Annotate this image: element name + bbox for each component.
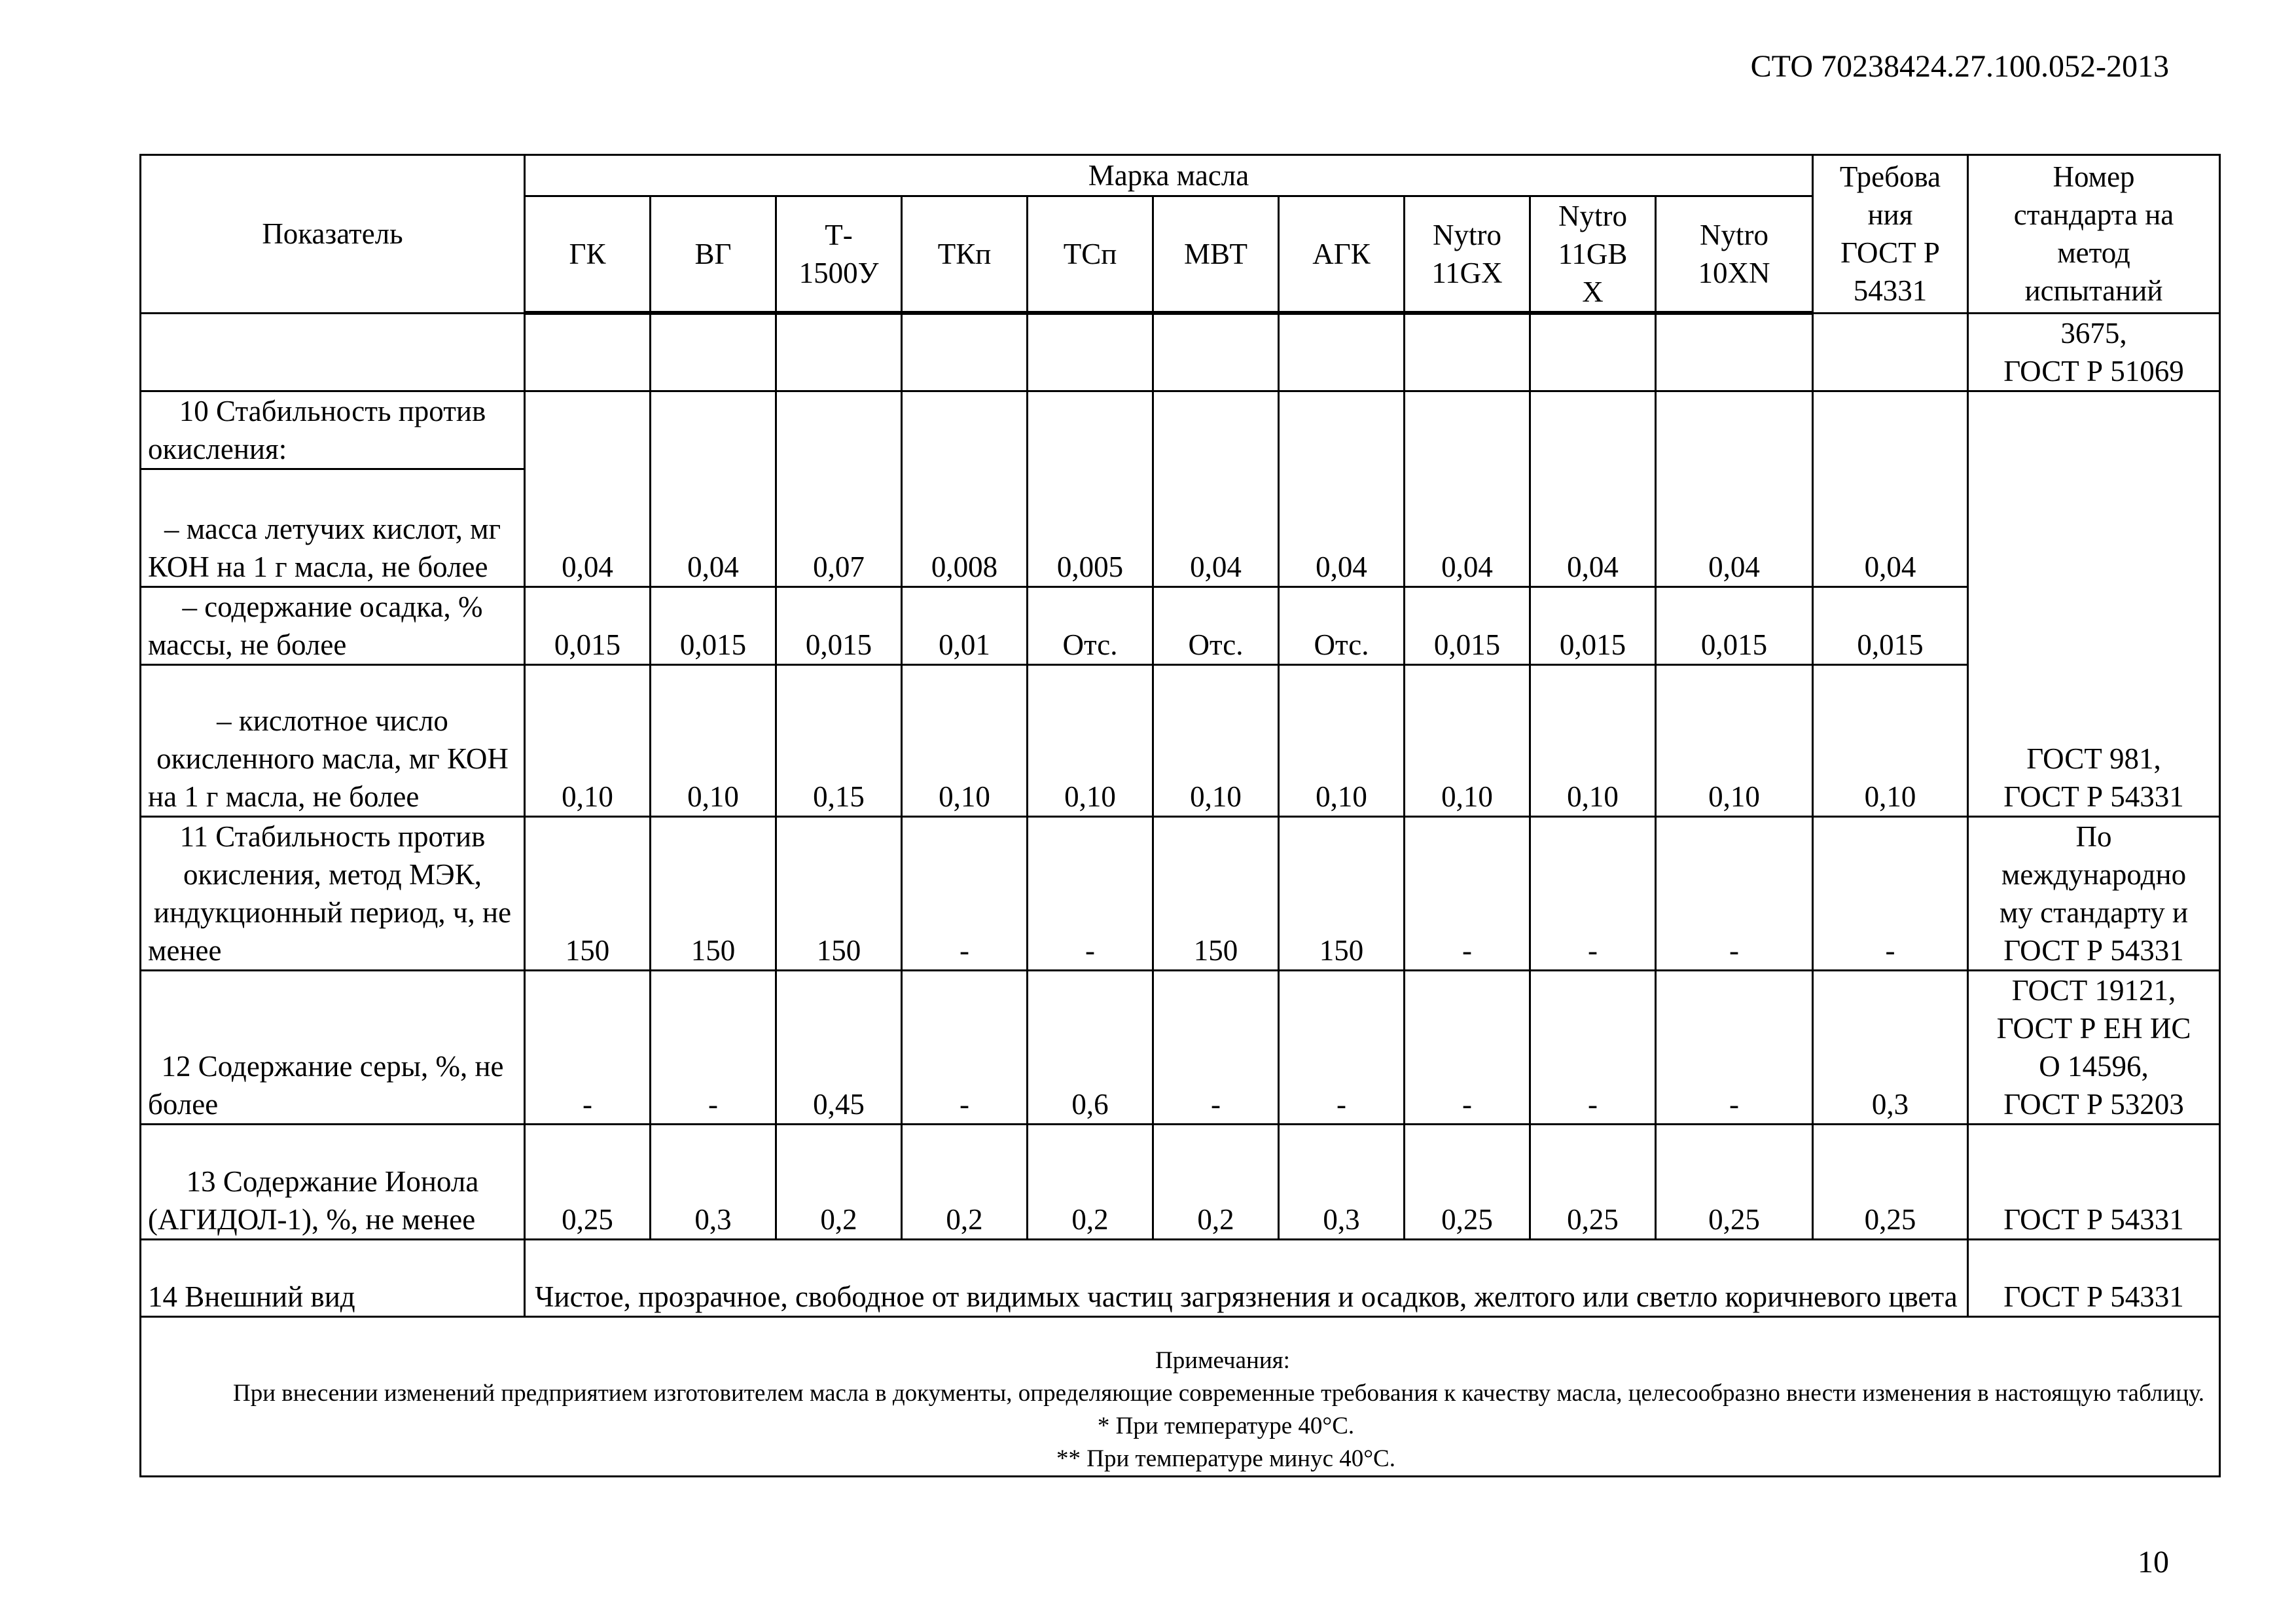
value-cell: 0,04	[1153, 391, 1279, 586]
indicator-cell: – содержание осадка, % массы, не более	[141, 586, 525, 664]
header-oil-brand-group: Марка масла	[525, 155, 1813, 196]
standard-cell: ГОСТ Р 54331	[1968, 1124, 2220, 1239]
header-brand: ТКп	[902, 196, 1028, 314]
header-brand: Nytro 10XN	[1656, 196, 1813, 314]
value-cell: 0,15	[776, 664, 902, 816]
value-cell: 150	[651, 816, 776, 970]
value-cell: Отс.	[1028, 586, 1153, 664]
page-number: 10	[2138, 1545, 2169, 1579]
value-cell: 0,015	[1530, 586, 1656, 664]
header-brand: ГК	[525, 196, 651, 314]
indicator-cell: 12 Содержание серы, %, не более	[141, 970, 525, 1124]
empty-cell	[525, 313, 651, 391]
requirement-cell: -	[1813, 816, 1968, 970]
value-cell: 150	[525, 816, 651, 970]
standard-cell: ГОСТ 981, ГОСТ Р 54331	[1968, 391, 2220, 816]
value-cell: 0,10	[1028, 664, 1153, 816]
value-cell: 0,2	[1153, 1124, 1279, 1239]
table-row-10-3	[141, 664, 2220, 816]
value-cell: 0,10	[902, 664, 1028, 816]
document-code: СТО 70238424.27.100.052-2013	[1750, 49, 2169, 84]
value-cell: -	[1656, 816, 1813, 970]
value-cell: 150	[776, 816, 902, 970]
requirement-cell: 0,04	[1813, 391, 1968, 586]
value-cell: 0,25	[525, 1124, 651, 1239]
indicator-cell: 14 Внешний вид	[141, 1239, 525, 1316]
value-cell: 0,45	[776, 970, 902, 1124]
value-cell: 0,10	[1530, 664, 1656, 816]
empty-cell	[1279, 313, 1405, 391]
empty-cell	[1028, 313, 1153, 391]
table-row-continued	[141, 313, 2220, 391]
value-cell: -	[525, 970, 651, 1124]
value-cell: 0,015	[525, 586, 651, 664]
value-cell: 0,2	[902, 1124, 1028, 1239]
empty-cell	[1813, 313, 1968, 391]
value-cell: -	[1530, 970, 1656, 1124]
value-cell: 0,10	[525, 664, 651, 816]
value-cell: 0,015	[1656, 586, 1813, 664]
value-cell: 0,25	[1530, 1124, 1656, 1239]
header-brand: АГК	[1279, 196, 1405, 314]
notes-title: Примечания:	[1155, 1346, 1290, 1374]
notes-text: При внесении изменений предприятием изготовителем масла в документы, определяющие современные требования к качеству масла, целесообразно внести изменения в настоящую таблицу.	[233, 1379, 2204, 1407]
requirement-cell: 0,3	[1813, 970, 1968, 1124]
standard-cell: По международно му стандарту и ГОСТ Р 54331	[1968, 816, 2220, 970]
header-brand: МВТ	[1153, 196, 1279, 314]
value-cell: 0,10	[1153, 664, 1279, 816]
table-row-13	[141, 1124, 2220, 1239]
value-cell: 0,25	[1656, 1124, 1813, 1239]
indicator-cell: 11 Стабильность против окисления, метод МЭК, индукционный период, ч, не менее	[141, 816, 525, 970]
notes-cell	[141, 1316, 2220, 1476]
table-row-notes	[141, 1316, 2220, 1476]
table-row-11	[141, 816, 2220, 970]
value-cell: 0,2	[1028, 1124, 1153, 1239]
value-cell: 0,008	[902, 391, 1028, 586]
value-cell: -	[651, 970, 776, 1124]
value-cell: -	[1028, 816, 1153, 970]
value-cell: -	[1405, 970, 1530, 1124]
standard-cell: ГОСТ 19121, ГОСТ Р ЕН ИС О 14596, ГОСТ Р 53203	[1968, 970, 2220, 1124]
requirement-cell: 0,25	[1813, 1124, 1968, 1239]
oil-properties-table	[139, 154, 2221, 1477]
table-row-14	[141, 1239, 2220, 1316]
table-row-10-title	[141, 391, 2220, 469]
value-cell: -	[1279, 970, 1405, 1124]
value-cell: 0,10	[1405, 664, 1530, 816]
value-cell: 0,10	[651, 664, 776, 816]
value-cell: 0,01	[902, 586, 1028, 664]
header-brand: ВГ	[651, 196, 776, 314]
header-brand: ТСп	[1028, 196, 1153, 314]
value-cell: 0,04	[1279, 391, 1405, 586]
value-cell: -	[902, 970, 1028, 1124]
empty-cell	[651, 313, 776, 391]
value-cell: 0,015	[776, 586, 902, 664]
value-cell: -	[1153, 970, 1279, 1124]
header-brand: Т- 1500У	[776, 196, 902, 314]
value-cell: 0,2	[776, 1124, 902, 1239]
value-cell: 0,10	[1279, 664, 1405, 816]
value-cell: 0,04	[1530, 391, 1656, 586]
requirement-cell: 0,015	[1813, 586, 1968, 664]
value-cell: 0,25	[1405, 1124, 1530, 1239]
indicator-cell: – кислотное число окисленного масла, мг КОН на 1 г масла, не более	[141, 664, 525, 816]
value-cell: 0,3	[1279, 1124, 1405, 1239]
value-cell: 0,04	[1656, 391, 1813, 586]
header-requirements: Требова ния ГОСТ Р 54331	[1813, 155, 1968, 314]
value-cell: -	[1405, 816, 1530, 970]
indicator-cell: 10 Стабильность против окисления:	[141, 391, 525, 469]
value-cell: -	[902, 816, 1028, 970]
empty-cell	[1530, 313, 1656, 391]
value-cell: -	[1530, 816, 1656, 970]
value-cell: Отс.	[1153, 586, 1279, 664]
value-cell: 0,04	[525, 391, 651, 586]
footnote-1: * При температуре 40°С.	[1097, 1412, 1355, 1439]
table-row-10-2	[141, 586, 2220, 664]
empty-cell	[1656, 313, 1813, 391]
value-cell: 0,3	[651, 1124, 776, 1239]
empty-cell	[141, 313, 525, 391]
header-brand: Nytro 11GB X	[1530, 196, 1656, 314]
header-test-standard: Номер стандарта на метод испытаний	[1968, 155, 2220, 314]
standard-cell: 3675, ГОСТ Р 51069	[1968, 313, 2220, 391]
value-cell: 0,005	[1028, 391, 1153, 586]
value-cell: 0,04	[1405, 391, 1530, 586]
value-cell: Отс.	[1279, 586, 1405, 664]
value-cell: 150	[1279, 816, 1405, 970]
table-row-12	[141, 970, 2220, 1124]
value-cell: 0,04	[651, 391, 776, 586]
indicator-cell: 13 Содержание Ионола (АГИДОЛ-1), %, не менее	[141, 1124, 525, 1239]
empty-cell	[776, 313, 902, 391]
empty-cell	[1153, 313, 1279, 391]
header-indicator: Показатель	[141, 155, 525, 314]
value-cell: 0,6	[1028, 970, 1153, 1124]
value-cell: 0,015	[651, 586, 776, 664]
footnote-2: ** При температуре минус 40°С.	[1056, 1445, 1395, 1472]
appearance-cell: Чистое, прозрачное, свободное от видимых частиц загрязнения и осадков, желтого или светло коричневого цвета	[525, 1239, 1968, 1316]
requirement-cell: 0,10	[1813, 664, 1968, 816]
value-cell: 0,10	[1656, 664, 1813, 816]
empty-cell	[1405, 313, 1530, 391]
value-cell: 0,015	[1405, 586, 1530, 664]
value-cell: 0,07	[776, 391, 902, 586]
header-brand: Nytro 11GX	[1405, 196, 1530, 314]
standard-cell: ГОСТ Р 54331	[1968, 1239, 2220, 1316]
empty-cell	[902, 313, 1028, 391]
indicator-cell: – масса летучих кислот, мг КОН на 1 г масла, не более	[141, 469, 525, 586]
value-cell: -	[1656, 970, 1813, 1124]
value-cell: 150	[1153, 816, 1279, 970]
